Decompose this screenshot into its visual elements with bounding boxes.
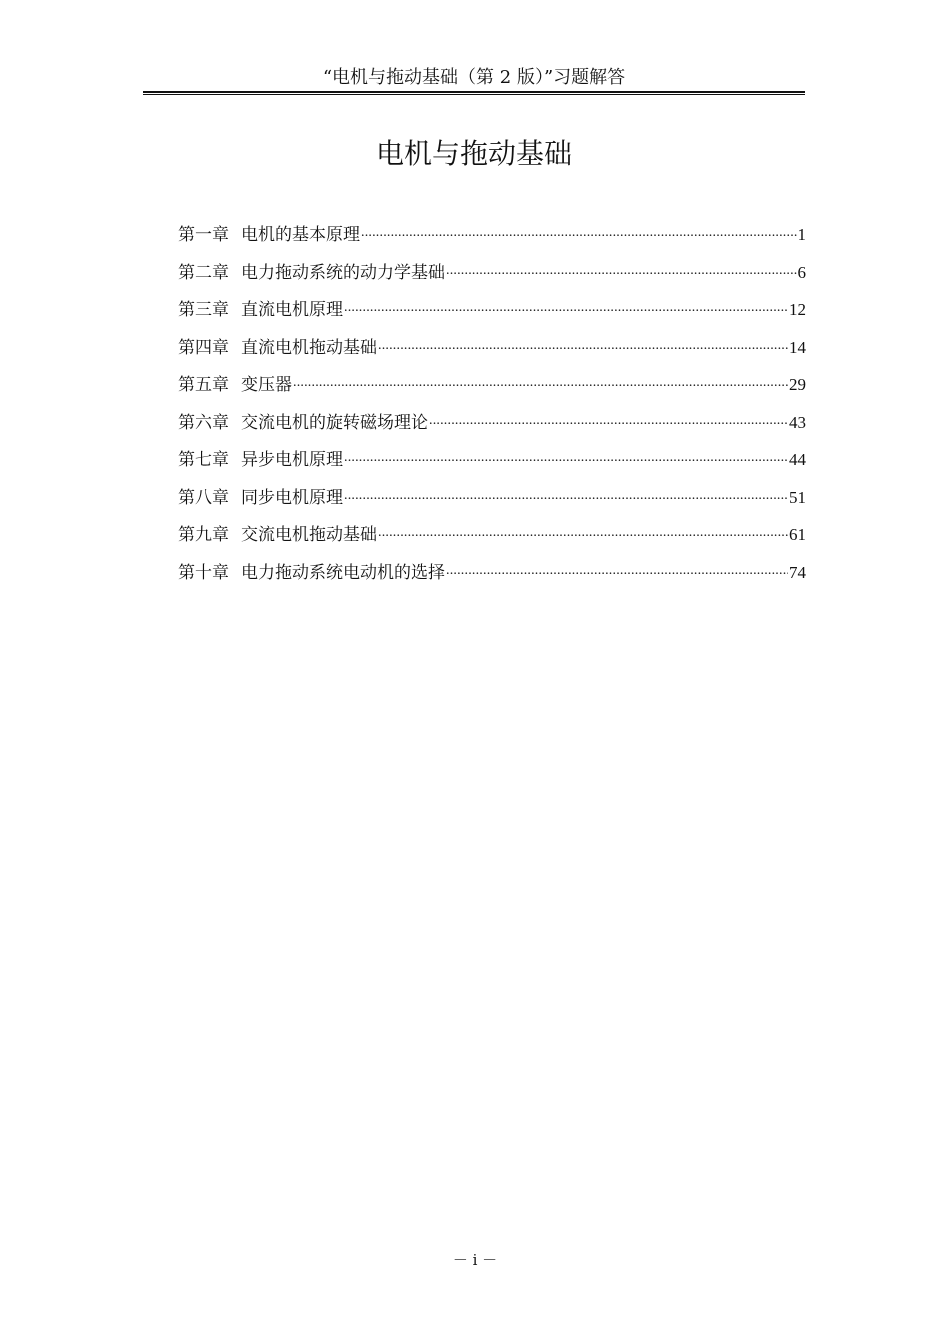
toc-dot-leader [446,558,788,578]
toc-entry-3[interactable] [178,295,806,333]
toc-chapter-label: 第七章 [178,450,229,470]
toc-page-number: 43 [789,412,806,432]
toc-entry-1[interactable] [178,220,806,258]
document-title: 电机与拖动基础 [375,137,572,170]
toc-page-number: 51 [789,487,806,507]
toc-chapter-name: 同步电机原理 [241,487,343,508]
toc-dot-leader [361,220,797,240]
toc-chapter-label: 第一章 [178,225,229,245]
toc-chapter-label: 第二章 [178,262,229,283]
header-rule [143,91,805,95]
toc-entry-7[interactable] [178,445,806,483]
toc-chapter-name: 电机的基本原理 [241,225,360,245]
toc-chapter-name: 交流电机的旋转磁场理论 [241,412,428,433]
toc-chapter-label: 第十章 [178,562,229,583]
toc-page-number: 29 [789,375,806,394]
toc-page-number: 1 [797,225,806,244]
toc-dot-leader [344,483,788,503]
toc-page-number: 74 [789,562,806,582]
toc-dot-leader [429,408,788,428]
toc-entry-10[interactable] [178,558,806,596]
toc-chapter-label: 第八章 [178,487,229,508]
toc-chapter-name: 电力拖动系统电动机的选择 [241,562,445,583]
page-number: － i － [452,1251,498,1269]
running-header: “电机与拖动基础（第 2 版）”习题解答 [322,67,626,88]
toc-entry-9[interactable] [178,520,806,558]
toc-page-number: 61 [789,525,806,544]
toc-entry-2[interactable] [178,258,806,296]
toc-chapter-name: 直流电机原理 [241,300,343,320]
toc-entry-4[interactable] [178,333,806,371]
toc-entry-5[interactable] [178,370,806,408]
toc-entry-8[interactable] [178,483,806,521]
toc-chapter-label: 第五章 [178,375,229,395]
toc-chapter-label: 第六章 [178,412,229,433]
toc-chapter-label: 第三章 [178,300,229,320]
toc-chapter-name: 变压器 [241,375,292,395]
toc-entry-6[interactable] [178,408,806,446]
toc-dot-leader [446,258,797,278]
toc-dot-leader [344,295,788,315]
toc-page-number: 14 [789,337,806,357]
toc-chapter-name: 电力拖动系统的动力学基础 [241,262,445,283]
toc-chapter-label: 第四章 [178,337,229,358]
toc-page-number: 44 [789,450,806,469]
toc-chapter-name: 异步电机原理 [241,450,343,470]
toc-dot-leader [293,370,788,390]
toc-chapter-name: 交流电机拖动基础 [241,525,377,545]
toc-dot-leader [378,333,788,353]
toc-dot-leader [378,520,788,540]
table-of-contents [178,220,806,595]
toc-page-number: 6 [797,262,806,282]
toc-dot-leader [344,445,788,465]
toc-page-number: 12 [789,300,806,319]
toc-chapter-label: 第九章 [178,525,229,545]
toc-chapter-name: 直流电机拖动基础 [241,337,377,358]
